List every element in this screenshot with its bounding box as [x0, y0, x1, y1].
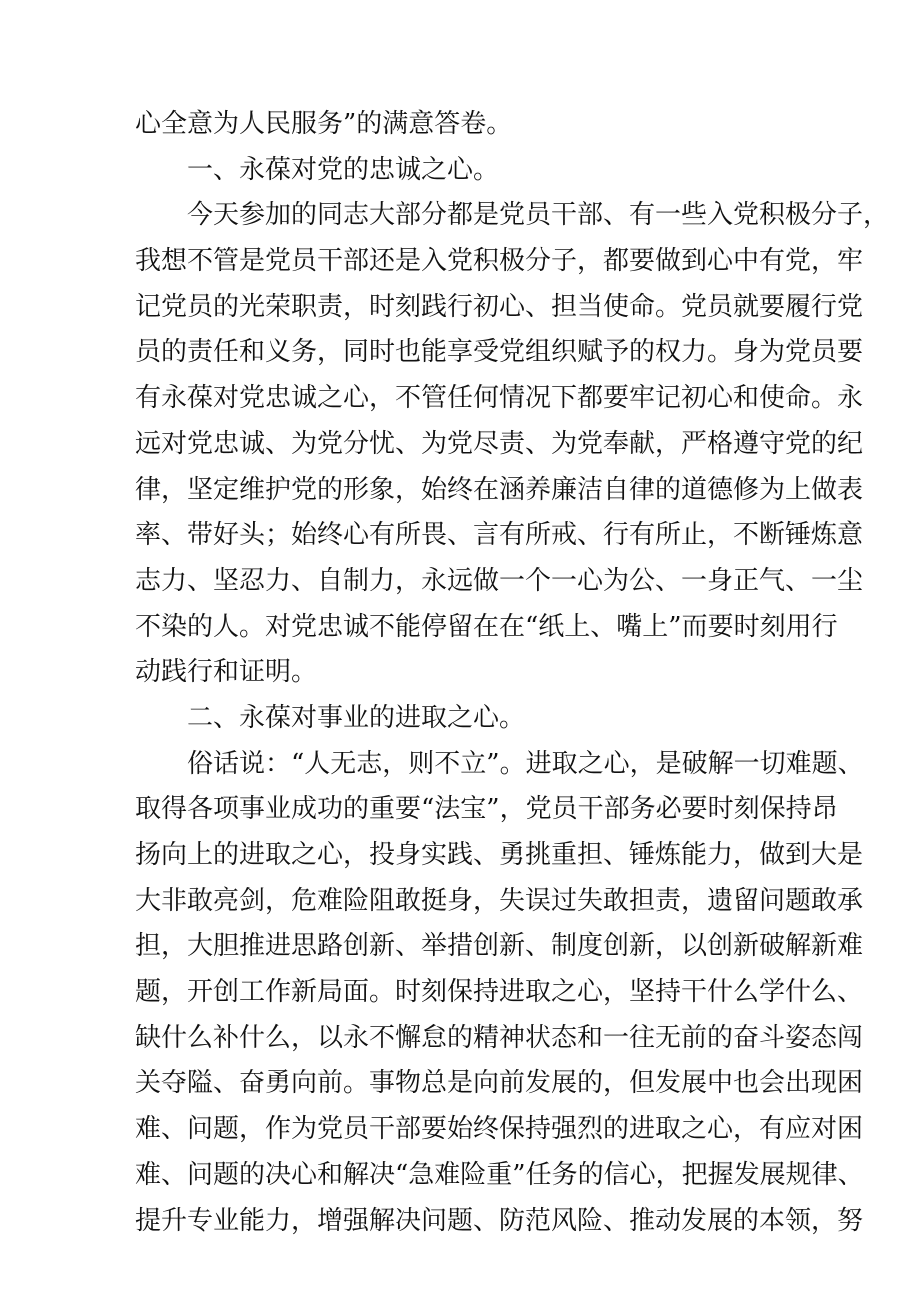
text-line: 心全意为人民服务”的满意答卷。: [135, 109, 513, 139]
paragraph-first-line: 今天参加的同志大部分都是党员干部、有一些入党积极分子，: [187, 200, 890, 231]
text-line: 取得各项事业成功的重要“法宝”，党员干部务必要时刻保持昂: [135, 794, 838, 825]
text-line: 题，开创工作新局面。时刻保持进取之心，坚持干什么学什么、: [135, 977, 864, 1008]
text-line: 提升专业能力，增强解决问题、防范风险、推动发展的本领，努: [135, 1205, 864, 1236]
text-line: 我想不管是党员干部还是入党积极分子，都要做到心中有党，牢: [135, 246, 864, 277]
text-line: 缺什么补什么，以永不懈怠的精神状态和一往无前的奋斗姿态闯: [135, 1022, 864, 1053]
text-line: 扬向上的进取之心，投身实践、勇挑重担、锤炼能力，做到大是: [135, 840, 864, 870]
paragraph-first-line: 一、永葆对党的忠诚之心。: [187, 154, 500, 185]
text-line: 担，大胆推进思路创新、举措创新、制度创新，以创新破解新难: [135, 931, 864, 962]
text-line: 难、问题，作为党员干部要始终保持强烈的进取之心，有应对困: [135, 1114, 864, 1145]
text-line: 员的责任和义务，同时也能享受党组织赋予的权力。身为党员要: [135, 337, 864, 368]
text-line: 难、问题的决心和解决“急难险重”任务的信心，把握发展规律、: [135, 1159, 864, 1190]
paragraph-first-line: 二、永葆对事业的进取之心。: [187, 702, 526, 733]
text-line: 动践行和证明。: [135, 657, 318, 688]
text-line: 律，坚定维护党的形象，始终在涵养廉洁自律的道德修为上做表: [135, 474, 864, 505]
text-line: 远对党忠诚、为党分忧、为党尽责、为党奉献，严格遵守党的纪: [135, 428, 864, 459]
text-line: 关夺隘、奋勇向前。事物总是向前发展的，但发展中也会出现困: [135, 1068, 864, 1099]
text-line: 大非敢亮剑，危难险阻敢挺身，失误过失敢担责，遗留问题敢承: [135, 885, 864, 916]
text-line: 不染的人。对党忠诚不能停留在在“纸上、嘴上”而要时刻用行: [135, 611, 838, 642]
text-line: 记党员的光荣职责，时刻践行初心、担当使命。党员就要履行党: [135, 291, 864, 322]
text-line: 志力、坚忍力、自制力，永远做一个一心为公、一身正气、一尘: [135, 565, 864, 596]
paragraph-first-line: 俗话说：“人无志，则不立”。进取之心，是破解一切难题、: [187, 748, 864, 779]
text-line: 有永葆对党忠诚之心，不管任何情况下都要牢记初心和使命。永: [135, 383, 864, 414]
text-line: 率、带好头；始终心有所畏、言有所戒、行有所止，不断锤炼意: [135, 520, 864, 551]
